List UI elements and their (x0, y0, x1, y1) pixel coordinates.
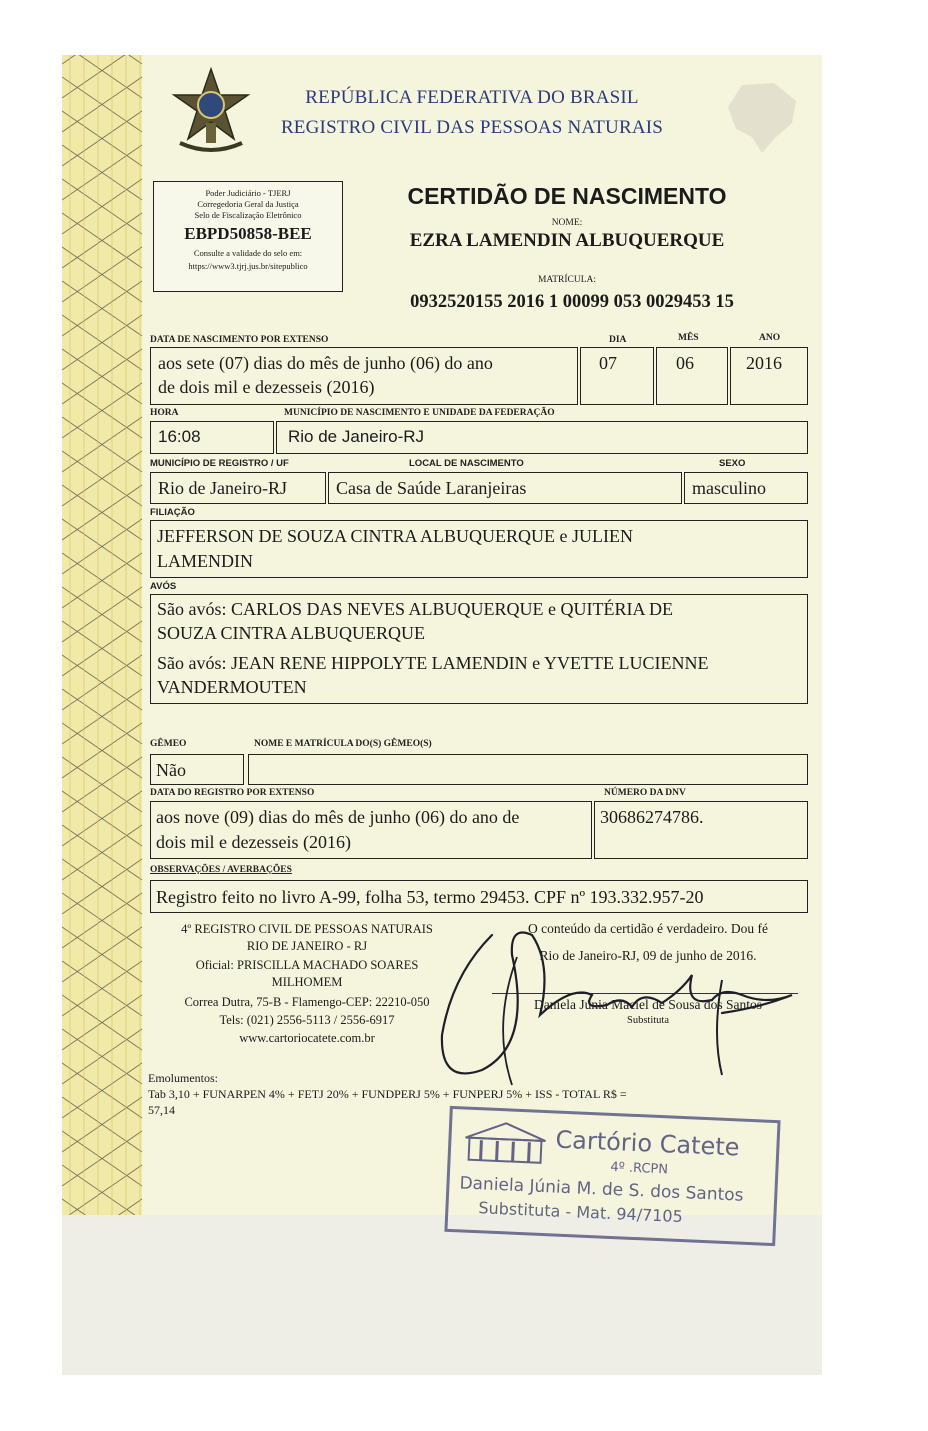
signer-name: Daniela Júnia Maciel de Sousa dos Santos (534, 997, 762, 1012)
day-box (580, 347, 654, 405)
sex-label: SEXO (719, 458, 746, 469)
twin-value: Não (156, 760, 186, 780)
seal-line-1: Poder Judiciário - TJERJ (205, 188, 291, 198)
office-line-3: Oficial: PRISCILLA MACHADO SOARES (195, 958, 419, 972)
birth-year: 2016 (746, 353, 782, 373)
stamp-subtitle: 4º .RCPN (610, 1159, 669, 1178)
office-line-4: MILHOMEM (271, 975, 343, 989)
grandparents-1-line-2: SOUZA CINTRA ALBUQUERQUE (157, 623, 426, 643)
birth-date-line-1: aos sete (07) dias do mês de junho (06) do ano (158, 353, 493, 373)
signer-role: Substituta (626, 1015, 669, 1026)
registration-date-line-1: aos nove (09) dias do mês de junho (06) do ano de (156, 807, 520, 827)
office-phones: Tels: (021) 2556-5113 / 2556-6917 (219, 1013, 395, 1027)
electronic-seal-box (153, 181, 343, 292)
header-registry: REGISTRO CIVIL DAS PESSOAS NATURAIS (280, 117, 664, 138)
twin-names-label: NOME E MATRÍCULA DO(S) GÊMEO(S) (254, 739, 432, 749)
stamp-title: Cartório Catete (554, 1125, 741, 1162)
office-address: Correa Dutra, 75-B - Flamengo-CEP: 22210-050 (184, 995, 430, 1009)
matricula-number: 0932520155 2016 1 00099 053 0029453 15 (410, 292, 734, 312)
registrant-name: EZRA LAMENDIN ALBUQUERQUE (409, 230, 725, 251)
brazil-map-icon (722, 77, 802, 157)
birth-place: Casa de Saúde Laranjeiras (336, 478, 527, 498)
birth-date-label: DATA DE NASCIMENTO POR EXTENSO (150, 335, 329, 345)
twin-label: GÊMEO (150, 739, 187, 749)
fees-line-2: 57,14 (148, 1103, 175, 1117)
building-icon (458, 1117, 552, 1167)
twin-names-box (248, 754, 808, 785)
birth-hour: 16:08 (158, 427, 201, 446)
handwritten-signature (422, 895, 802, 1095)
municipality-label: MUNICÍPIO DE NASCIMENTO E UNIDADE DA FEDERAÇÃO (284, 408, 555, 418)
certificate-title: CERTIDÃO DE NASCIMENTO (407, 183, 727, 209)
name-label: NOME: (551, 218, 583, 228)
stamp-name: Daniela Júnia M. de S. dos Santos (459, 1173, 744, 1206)
year-label: ANO (759, 333, 781, 343)
certificate-paper (62, 55, 822, 1375)
seal-code: EBPD50858-BEE (184, 224, 312, 243)
fees-line-1: Tab 3,10 + FUNARPEN 4% + FETJ 20% + FUNDPERJ 5% + FUNPERJ 5% + ISS - TOTAL R$ = (148, 1087, 627, 1101)
security-guilloche-band (62, 55, 142, 1215)
fees-label: Emolumentos: (148, 1071, 218, 1085)
seal-line-3: Selo de Fiscalização Eletrônico (194, 210, 302, 220)
matricula-label: MATRÍCULA: (537, 275, 597, 285)
dnv-label: NÚMERO DA DNV (604, 788, 686, 798)
registry-municipality-label: MUNICÍPIO DE REGISTRO / UF (150, 458, 289, 469)
grandparents-1-line-1: São avós: CARLOS DAS NEVES ALBUQUERQUE e QUITÉRIA DE (157, 599, 673, 619)
seal-line-4: Consulte a validade do selo em: (193, 248, 303, 258)
attestation-line-1: O conteúdo da certidão é verdadeiro. Dou fé (528, 921, 768, 936)
registration-date-line-2: dois mil e dezesseis (2016) (156, 832, 351, 852)
attestation-line-2: Rio de Janeiro-RJ, 09 de junho de 2016. (539, 948, 757, 963)
office-line-2: RIO DE JANEIRO - RJ (246, 939, 368, 953)
birth-month: 06 (676, 353, 694, 373)
observations-label: OBSERVAÇÕES / AVERBAÇÕES (150, 865, 292, 875)
filiation-label: FILIAÇÃO (150, 507, 195, 518)
filiation-line-2: LAMENDIN (157, 551, 253, 571)
grandparents-label: AVÓS (150, 581, 177, 592)
office-website[interactable]: www.cartoriocatete.com.br (239, 1031, 375, 1045)
observations-text: Registro feito no livro A-99, folha 53, termo 29453. CPF nº 193.332.957-20 (156, 887, 704, 907)
birth-date-line-2: de dois mil e dezesseis (2016) (158, 377, 375, 397)
notary-stamp (444, 1106, 780, 1246)
place-label: LOCAL DE NASCIMENTO (409, 458, 524, 469)
header-republic: REPÚBLICA FEDERATIVA DO BRASIL (305, 87, 639, 108)
registry-municipality: Rio de Janeiro-RJ (158, 478, 287, 498)
grandparents-2-line-1: São avós: JEAN RENE HIPPOLYTE LAMENDIN e YVETTE LUCIENNE (157, 653, 709, 673)
day-label: DIA (609, 335, 627, 345)
stamp-role: Substituta - Mat. 94/7105 (478, 1198, 684, 1227)
birth-day: 07 (599, 353, 617, 373)
hour-label: HORA (150, 408, 179, 418)
coat-of-arms-icon (170, 65, 252, 157)
birth-municipality: Rio de Janeiro-RJ (288, 427, 425, 446)
seal-line-2: Corregedoria Geral da Justiça (197, 199, 299, 209)
office-line-1: 4º REGISTRO CIVIL DE PESSOAS NATURAIS (181, 922, 433, 936)
seal-url[interactable]: https://www3.tjrj.jus.br/sitepublico (188, 261, 308, 271)
dnv-number: 30686274786. (600, 807, 704, 827)
birth-sex: masculino (692, 478, 766, 498)
month-label: MÊS (678, 333, 699, 343)
filiation-line-1: JEFFERSON DE SOUZA CINTRA ALBUQUERQUE e JULIEN (157, 526, 634, 546)
grandparents-2-line-2: VANDERMOUTEN (157, 677, 307, 697)
registration-date-label: DATA DO REGISTRO POR EXTENSO (150, 788, 315, 798)
